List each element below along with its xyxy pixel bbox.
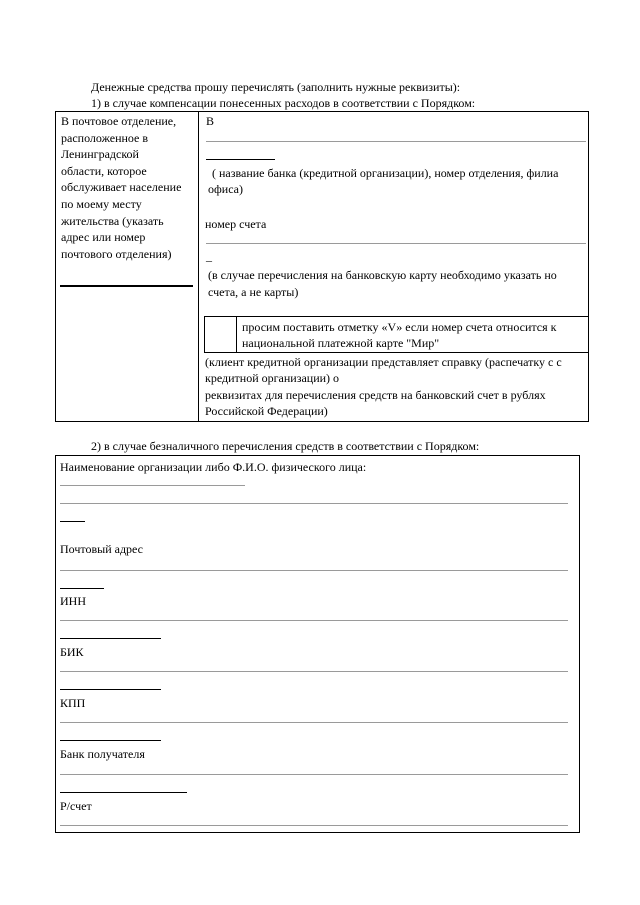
org-name-line-3[interactable] [60, 521, 85, 522]
kpp-line-short[interactable] [60, 740, 161, 741]
postal-address-line[interactable] [60, 570, 568, 571]
bik-line-short[interactable] [60, 689, 161, 690]
org-name-line-2[interactable] [60, 503, 568, 504]
bank-name-line-short[interactable] [206, 159, 275, 160]
settlement-account-line[interactable] [60, 825, 568, 826]
recipient-bank-line-short[interactable] [60, 792, 187, 793]
post-office-text-line: В почтовое отделение, [61, 114, 177, 128]
section2-title: 2) в случае безналичного перечисления средств в соответствии с Порядком: [91, 439, 480, 453]
mir-text-1: просим поставить отметку «V» если номер счета относится к [242, 320, 557, 334]
settlement-account-label: Р/счет [60, 799, 92, 813]
mir-row-bottom-border [204, 352, 589, 353]
bik-line[interactable] [60, 671, 568, 672]
kpp-label: КПП [60, 696, 86, 710]
post-office-text-line: адрес или номер [61, 230, 146, 245]
recipient-bank-label: Банк получателя [60, 747, 145, 761]
note-line-2: кредитной организации) о [205, 371, 340, 385]
postal-address-label: Почтовый адрес [60, 542, 144, 556]
org-name-label: Наименование организации либо Ф.И.О. физического лица: [60, 460, 367, 474]
account-dash: _ [206, 249, 212, 263]
post-office-underline[interactable] [60, 285, 193, 287]
account-number-label: номер счета [205, 217, 267, 231]
bank-name-line[interactable] [206, 141, 586, 142]
inn-line[interactable] [60, 620, 568, 621]
org-name-line-1[interactable] [60, 485, 245, 486]
account-number-line[interactable] [206, 243, 586, 244]
mir-checkbox-right [236, 316, 237, 352]
mir-row-top-border [204, 316, 589, 317]
post-office-text-line: по моему месту [61, 197, 142, 211]
card-hint-2: счета, а не карты) [208, 285, 299, 299]
note-line-3: реквизитах для перечисления средств на банковский счет в рублях [205, 388, 546, 402]
bank-hint-1: ( название банка (кредитной организации), номер отделения, филиа [212, 166, 559, 180]
inn-line-short[interactable] [60, 638, 161, 639]
post-office-text-line: области, которое [61, 163, 147, 178]
post-office-text-line: Ленинградской [61, 147, 139, 162]
mir-checkbox[interactable] [205, 317, 236, 351]
section1-title: 1) в случае компенсации понесенных расходов в соответствии с Порядком: [91, 96, 476, 110]
intro-text: Денежные средства прошу перечислять (заполнить нужные реквизиты): [91, 80, 461, 94]
post-office-text-line: обслуживает население [61, 180, 182, 195]
bik-label: БИК [60, 645, 84, 659]
section1-column-divider [198, 111, 199, 422]
note-line-4: Российской Федерации) [205, 404, 328, 418]
post-office-text-line: почтового отделения) [61, 246, 172, 261]
inn-label: ИНН [60, 594, 86, 608]
recipient-bank-line[interactable] [60, 774, 568, 775]
postal-address-line-short[interactable] [60, 588, 104, 589]
bank-prefix: В [206, 114, 215, 128]
kpp-line[interactable] [60, 722, 568, 723]
post-office-text-line: жительства (указать [61, 213, 164, 228]
bank-hint-2: офиса) [208, 182, 243, 196]
post-office-text-line: расположенное в [61, 130, 149, 145]
card-hint-1: (в случае перечисления на банковскую карту необходимо указать но [208, 268, 557, 282]
note-line-1: (клиент кредитной организации представляет справку (распечатку с с [205, 355, 562, 369]
mir-text-2: национальной платежной карте "Мир" [242, 336, 440, 350]
section2-table [55, 455, 580, 833]
